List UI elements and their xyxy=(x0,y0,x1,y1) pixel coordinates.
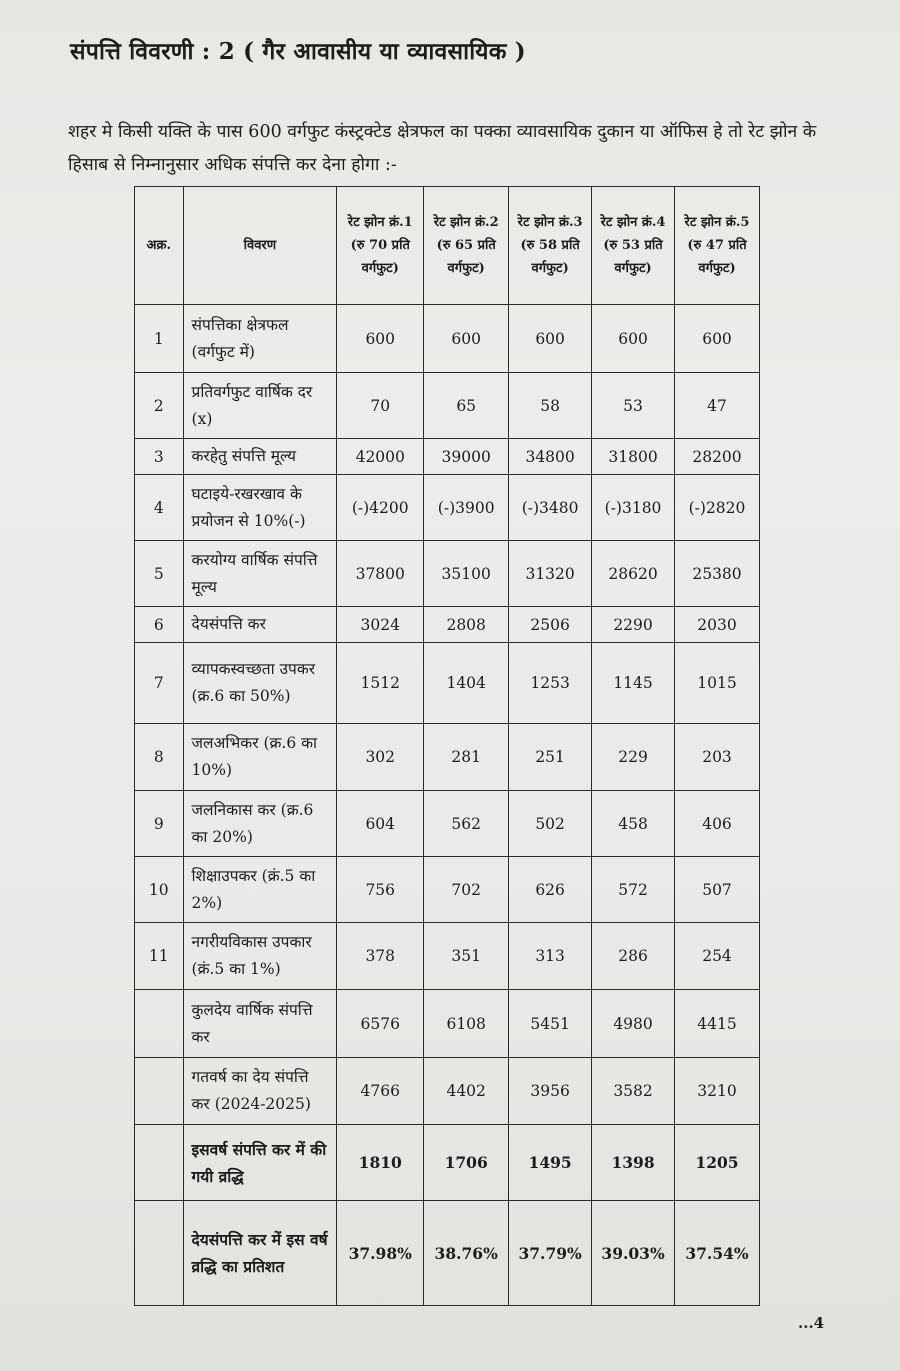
header-zone-2: रेट झोन क्रं.2 (रु 65 प्रति वर्गफुट) xyxy=(424,187,509,305)
table-row xyxy=(135,643,760,724)
row-description: देयसंपत्ति कर xyxy=(183,607,337,643)
zone-2-value: 562 xyxy=(424,791,509,857)
zone-4-value: 600 xyxy=(592,305,675,373)
table-row xyxy=(135,923,760,990)
zone-2-value: 65 xyxy=(424,373,509,439)
zone-4-value: 3582 xyxy=(592,1058,675,1125)
row-serial: 3 xyxy=(135,439,184,475)
zone-2-value: 35100 xyxy=(424,541,509,607)
row-description: गतवर्ष का देय संपत्ति कर (2024-2025) xyxy=(183,1058,337,1125)
zone-1-value: 604 xyxy=(337,791,424,857)
row-description: जलअभिकर (क्र.6 का 10%) xyxy=(183,724,337,791)
zone-3-value: 2506 xyxy=(509,607,592,643)
zone-1-value: 70 xyxy=(337,373,424,439)
zone-5-value: 507 xyxy=(675,857,760,923)
row-serial xyxy=(135,1058,184,1125)
row-serial: 7 xyxy=(135,643,184,724)
table-row xyxy=(135,857,760,923)
zone-2-value: 6108 xyxy=(424,990,509,1058)
row-description: संपत्तिका क्षेत्रफल (वर्गफुट में) xyxy=(183,305,337,373)
row-serial xyxy=(135,1125,184,1201)
zone-4-value: 31800 xyxy=(592,439,675,475)
zone-4-value: 1145 xyxy=(592,643,675,724)
zone-5-value: 1205 xyxy=(675,1125,760,1201)
zone-5-value: 2030 xyxy=(675,607,760,643)
zone-2-value: 281 xyxy=(424,724,509,791)
zone-1-value: 37.98% xyxy=(337,1201,424,1306)
row-description: देयसंपत्ति कर में इस वर्ष व्रद्धि का प्रतिशत xyxy=(183,1201,337,1306)
row-serial: 6 xyxy=(135,607,184,643)
row-description: कुलदेय वार्षिक संपत्ति कर xyxy=(183,990,337,1058)
table-row xyxy=(135,607,760,643)
header-zone-4: रेट झोन क्रं.4 (रु 53 प्रति वर्गफुट) xyxy=(592,187,675,305)
zone-3-value: 58 xyxy=(509,373,592,439)
zone-4-value: 1398 xyxy=(592,1125,675,1201)
zone-2-value: 4402 xyxy=(424,1058,509,1125)
table-row xyxy=(135,305,760,373)
header-description: विवरण xyxy=(183,187,337,305)
row-description: घटाइये-रखरखाव के प्रयोजन से 10%(-) xyxy=(183,475,337,541)
zone-5-value: 406 xyxy=(675,791,760,857)
page-number: ...4 xyxy=(798,1314,825,1332)
table-row xyxy=(135,724,760,791)
zone-1-value: 600 xyxy=(337,305,424,373)
row-description: जलनिकास कर (क्र.6 का 20%) xyxy=(183,791,337,857)
zone-1-value: 756 xyxy=(337,857,424,923)
row-description: प्रतिवर्गफुट वार्षिक दर (x) xyxy=(183,373,337,439)
property-tax-table xyxy=(134,186,760,1306)
table-header-row xyxy=(135,187,760,305)
table-row xyxy=(135,439,760,475)
zone-5-value: 25380 xyxy=(675,541,760,607)
zone-3-value: 313 xyxy=(509,923,592,990)
row-serial: 1 xyxy=(135,305,184,373)
zone-5-value: 3210 xyxy=(675,1058,760,1125)
row-serial xyxy=(135,1201,184,1306)
zone-2-value: 702 xyxy=(424,857,509,923)
zone-1-value: (-)4200 xyxy=(337,475,424,541)
zone-2-value: 1404 xyxy=(424,643,509,724)
zone-3-value: 626 xyxy=(509,857,592,923)
zone-4-value: 458 xyxy=(592,791,675,857)
zone-4-value: 286 xyxy=(592,923,675,990)
header-zone-5: रेट झोन क्रं.5 (रु 47 प्रति वर्गफुट) xyxy=(675,187,760,305)
zone-2-value: 600 xyxy=(424,305,509,373)
table-row xyxy=(135,1058,760,1125)
zone-5-value: 4415 xyxy=(675,990,760,1058)
zone-1-value: 1810 xyxy=(337,1125,424,1201)
zone-5-value: 203 xyxy=(675,724,760,791)
zone-5-value: 254 xyxy=(675,923,760,990)
zone-2-value: 38.76% xyxy=(424,1201,509,1306)
zone-4-value: 229 xyxy=(592,724,675,791)
zone-2-value: 1706 xyxy=(424,1125,509,1201)
zone-1-value: 42000 xyxy=(337,439,424,475)
zone-2-value: 351 xyxy=(424,923,509,990)
zone-1-value: 3024 xyxy=(337,607,424,643)
zone-3-value: 251 xyxy=(509,724,592,791)
zone-3-value: 502 xyxy=(509,791,592,857)
row-serial: 5 xyxy=(135,541,184,607)
row-description: नगरीयविकास उपकार (क्रं.5 का 1%) xyxy=(183,923,337,990)
table-row xyxy=(135,541,760,607)
header-zone-1: रेट झोन क्रं.1 (रु 70 प्रति वर्गफुट) xyxy=(337,187,424,305)
zone-4-value: (-)3180 xyxy=(592,475,675,541)
zone-2-value: (-)3900 xyxy=(424,475,509,541)
zone-1-value: 4766 xyxy=(337,1058,424,1125)
zone-1-value: 302 xyxy=(337,724,424,791)
zone-3-value: 31320 xyxy=(509,541,592,607)
zone-4-value: 39.03% xyxy=(592,1201,675,1306)
zone-3-value: 1253 xyxy=(509,643,592,724)
table-row xyxy=(135,990,760,1058)
zone-3-value: 600 xyxy=(509,305,592,373)
header-zone-3: रेट झोन क्रं.3 (रु 58 प्रति वर्गफुट) xyxy=(509,187,592,305)
zone-5-value: 37.54% xyxy=(675,1201,760,1306)
row-serial: 8 xyxy=(135,724,184,791)
zone-2-value: 39000 xyxy=(424,439,509,475)
zone-1-value: 37800 xyxy=(337,541,424,607)
row-serial: 9 xyxy=(135,791,184,857)
zone-4-value: 4980 xyxy=(592,990,675,1058)
zone-3-value: 37.79% xyxy=(509,1201,592,1306)
row-serial: 4 xyxy=(135,475,184,541)
zone-5-value: 1015 xyxy=(675,643,760,724)
zone-1-value: 378 xyxy=(337,923,424,990)
row-description: करहेतु संपत्ति मूल्य xyxy=(183,439,337,475)
row-description: करयोग्य वार्षिक संपत्ति मूल्य xyxy=(183,541,337,607)
intro-paragraph: शहर मे किसी यक्ति के पास 600 वर्गफुट कंस्ट्रक्टेड क्षेत्रफल का पक्का व्यावसायिक दुकान या ऑफिस हे तो रेट झोन के हिसाब से निम्नानुसार अधिक संपत्ति कर देना होगा :- xyxy=(68,122,817,175)
table-row xyxy=(135,1125,760,1201)
table-row xyxy=(135,373,760,439)
zone-3-value: 5451 xyxy=(509,990,592,1058)
zone-4-value: 53 xyxy=(592,373,675,439)
table-body xyxy=(135,305,760,1306)
page-title: संपत्ति विवरणी : 2 ( गैर आवासीय या व्यावसायिक ) xyxy=(70,38,526,65)
zone-2-value: 2808 xyxy=(424,607,509,643)
zone-5-value: 28200 xyxy=(675,439,760,475)
zone-4-value: 2290 xyxy=(592,607,675,643)
zone-1-value: 1512 xyxy=(337,643,424,724)
zone-1-value: 6576 xyxy=(337,990,424,1058)
row-serial: 10 xyxy=(135,857,184,923)
zone-3-value: 34800 xyxy=(509,439,592,475)
zone-5-value: 47 xyxy=(675,373,760,439)
table-row xyxy=(135,475,760,541)
zone-3-value: (-)3480 xyxy=(509,475,592,541)
zone-5-value: 600 xyxy=(675,305,760,373)
row-description: इसवर्ष संपत्ति कर में की गयी व्रद्धि xyxy=(183,1125,337,1201)
header-serial: अक्र. xyxy=(135,187,184,305)
row-serial: 11 xyxy=(135,923,184,990)
table-row xyxy=(135,791,760,857)
zone-3-value: 3956 xyxy=(509,1058,592,1125)
row-description: शिक्षाउपकर (क्रं.5 का 2%) xyxy=(183,857,337,923)
zone-3-value: 1495 xyxy=(509,1125,592,1201)
table-row xyxy=(135,1201,760,1306)
zone-5-value: (-)2820 xyxy=(675,475,760,541)
zone-4-value: 572 xyxy=(592,857,675,923)
zone-4-value: 28620 xyxy=(592,541,675,607)
row-serial: 2 xyxy=(135,373,184,439)
row-description: व्यापकस्वच्छता उपकर (क्र.6 का 50%) xyxy=(183,643,337,724)
row-serial xyxy=(135,990,184,1058)
